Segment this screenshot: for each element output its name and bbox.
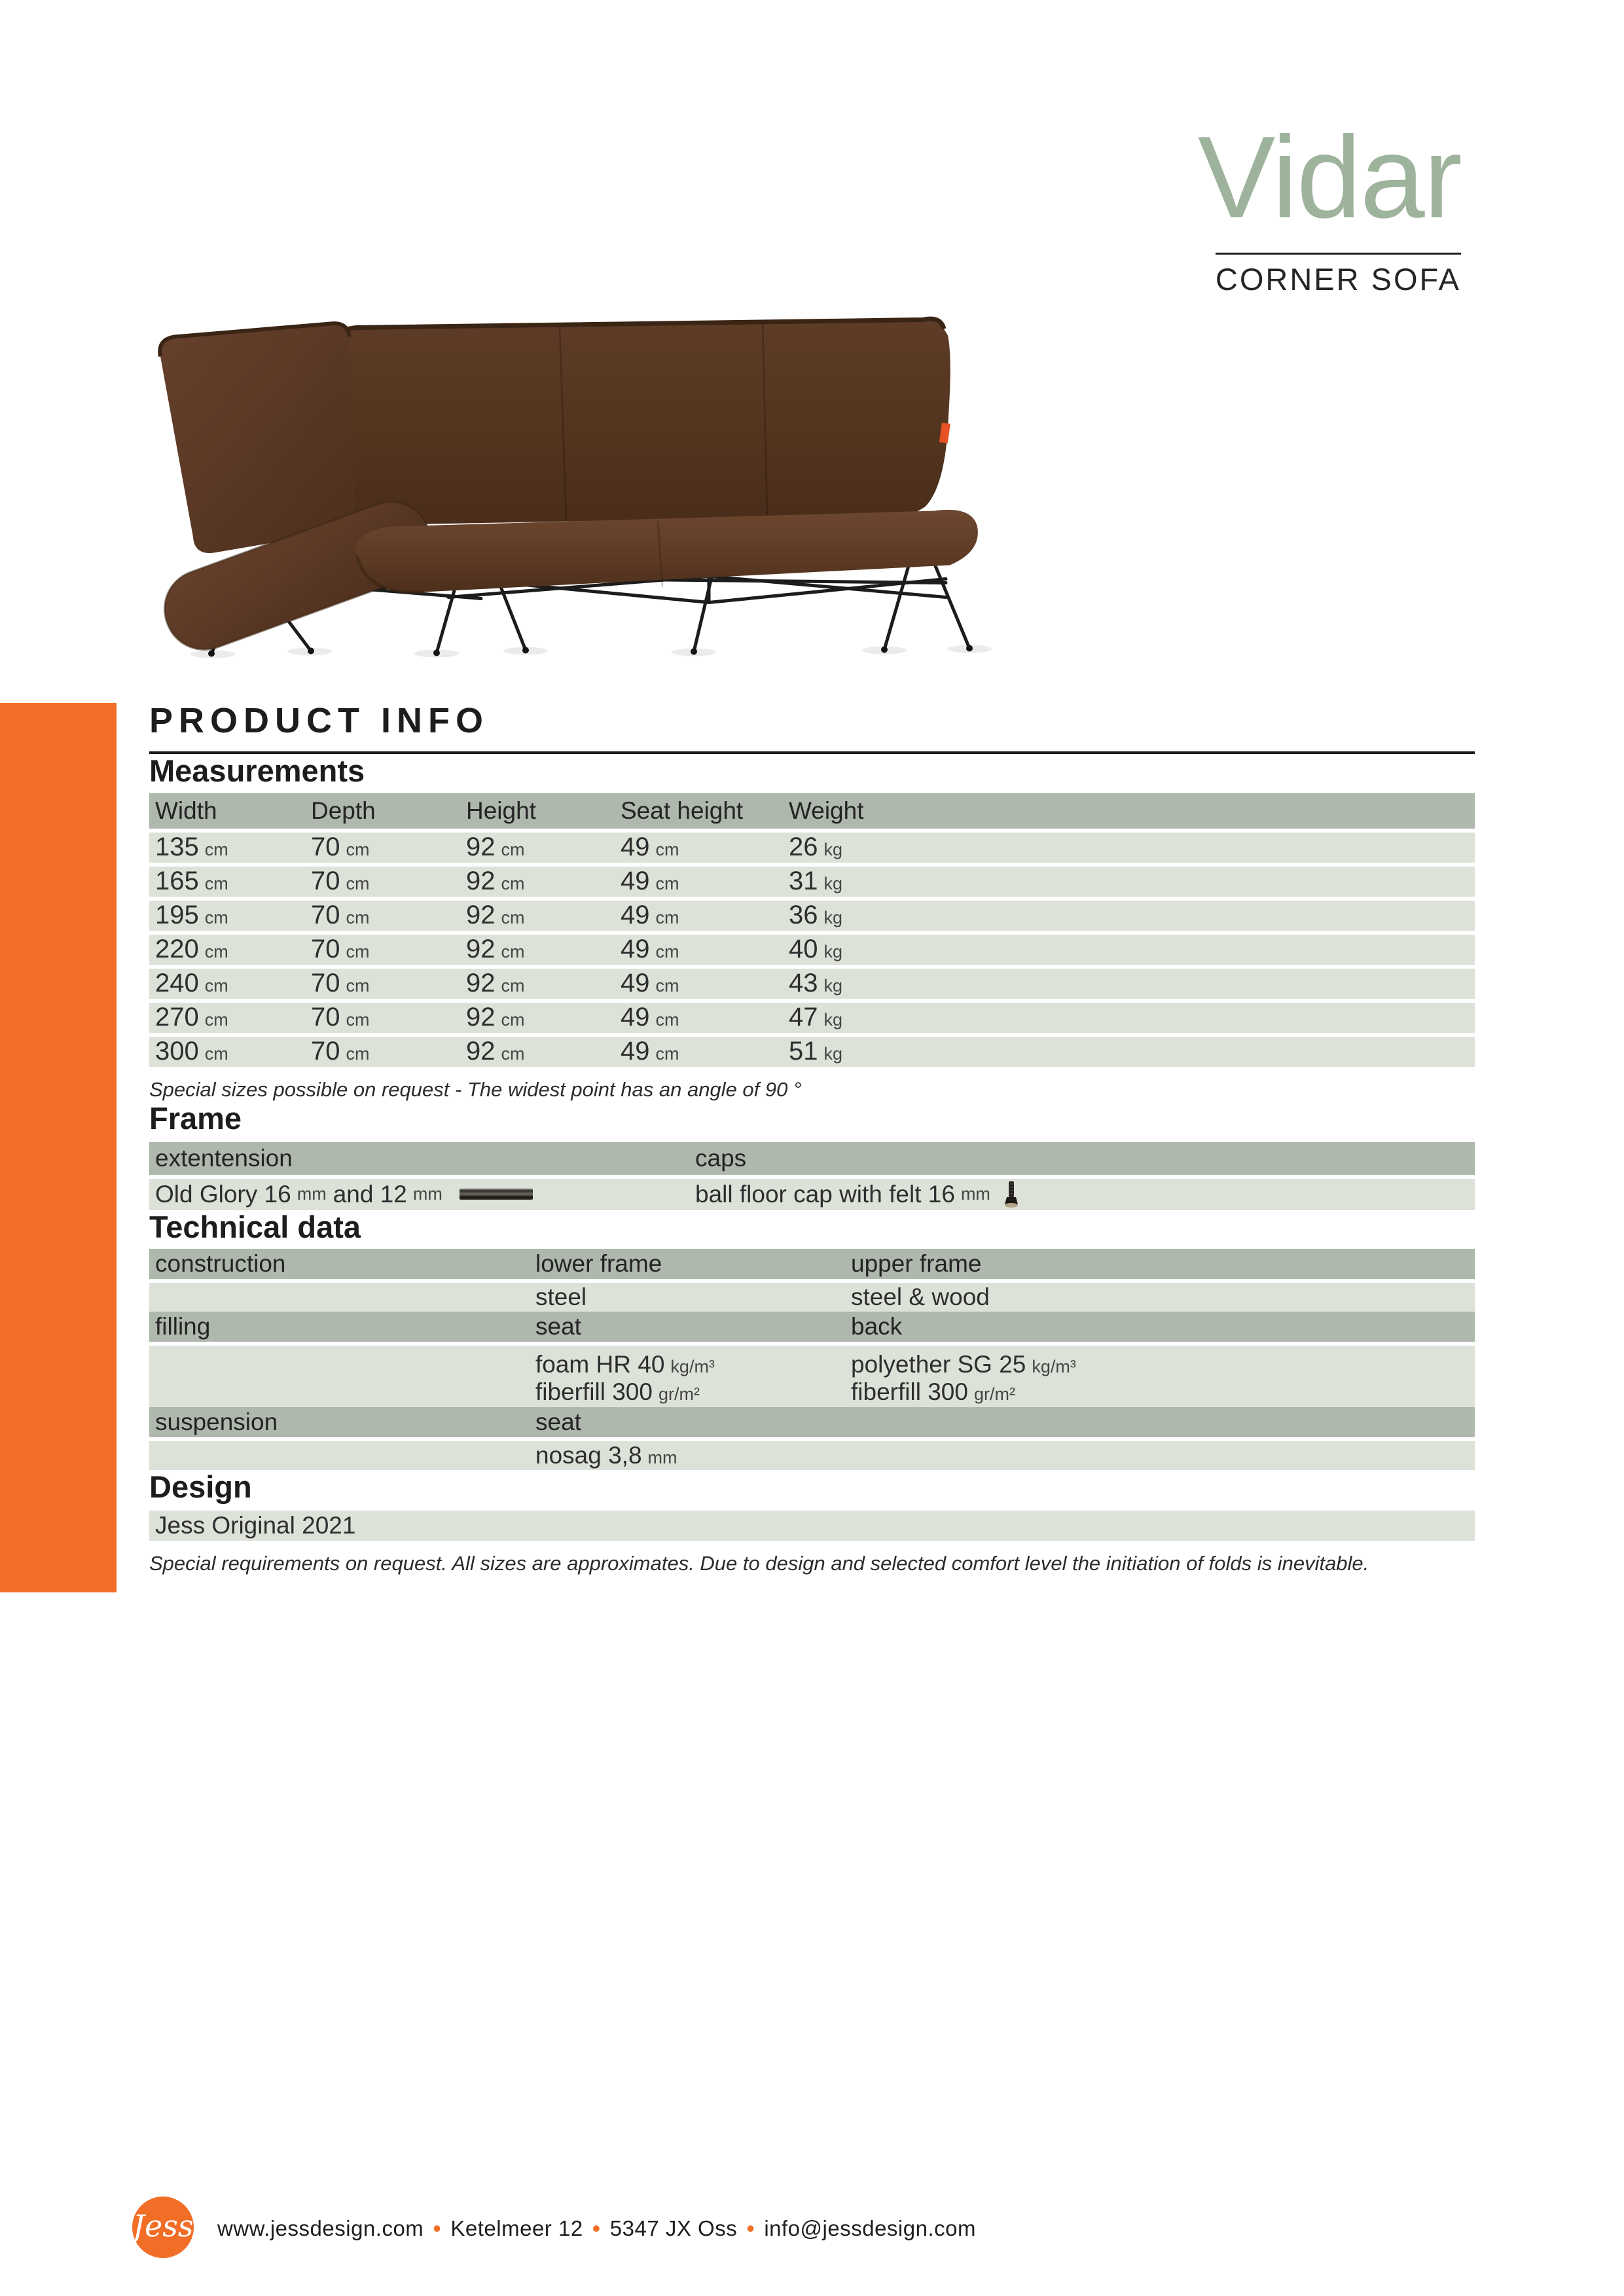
measurement-cell-width: 270 cm — [155, 1003, 228, 1032]
footer-email: info@jessdesign.com — [764, 2216, 976, 2240]
row-label-filling: filling — [155, 1313, 211, 1340]
row-label-suspension: suspension — [155, 1408, 278, 1436]
logo-divider — [1216, 253, 1461, 297]
frame-table — [149, 1142, 1475, 1210]
filling-back-polyether-unit: kg/m³ — [1032, 1357, 1076, 1377]
lower-frame-material: steel — [535, 1283, 587, 1311]
column-header-caps: caps — [695, 1144, 747, 1172]
measurement-row — [149, 833, 1475, 863]
footer-city: 5347 JX Oss — [609, 2216, 738, 2240]
design-heading: Design — [149, 1469, 252, 1505]
extension-unit: mm — [412, 1184, 442, 1204]
jess-logo-text: Jess — [132, 2208, 194, 2244]
filling-seat-foam: foam HR 40 — [535, 1351, 665, 1378]
measurement-cell-weight: 47 kg — [789, 1003, 843, 1032]
frame-data-row — [149, 1179, 1475, 1210]
design-note: Special requirements on request. All sizes are approximates. Due to design and selected comfort level the initiation of folds is inevitable. — [149, 1551, 1369, 1575]
filling-back-fiberfill: fiberfill 300 — [851, 1378, 968, 1406]
footer-separator-dot: • — [433, 2215, 442, 2242]
construction-header-row — [149, 1249, 1475, 1279]
footer-contact-line — [217, 2215, 976, 2242]
orange-accent-bar — [0, 703, 117, 1592]
measurement-cell-weight: 43 kg — [789, 969, 843, 998]
footer-address: Ketelmeer 12 — [450, 2216, 583, 2240]
measurement-cell-seat-height: 49 cm — [621, 833, 679, 862]
frame-heading: Frame — [149, 1100, 242, 1136]
column-header-back: back — [851, 1313, 903, 1340]
caps-text: ball floor cap with felt 16 — [695, 1180, 955, 1208]
filling-back-polyether: polyether SG 25 — [851, 1351, 1026, 1378]
upper-frame-material: steel & wood — [851, 1283, 990, 1311]
measurements-note: Special sizes possible on request - The widest point has an angle of 90 ° — [149, 1077, 802, 1101]
column-header-width: Width — [155, 797, 217, 824]
measurement-cell-weight: 51 kg — [789, 1037, 843, 1066]
measurement-cell-weight: 36 kg — [789, 901, 843, 930]
measurement-cell-width: 135 cm — [155, 833, 228, 862]
product-type: CORNER SOFA — [1215, 262, 1461, 296]
measurement-cell-weight: 40 kg — [789, 935, 843, 964]
suspension-seat-value — [535, 1442, 851, 1469]
ball-floor-cap-icon — [1003, 1181, 1019, 1208]
measurement-cell-weight: 26 kg — [789, 833, 843, 862]
measurement-row — [149, 867, 1475, 897]
design-value: Jess Original 2021 — [155, 1511, 356, 1539]
measurement-cell-seat-height: 49 cm — [621, 1003, 679, 1032]
suspension-data-row — [149, 1441, 1475, 1470]
construction-data-row — [149, 1283, 1475, 1312]
frame-extension-cell — [155, 1181, 695, 1208]
product-name: Vidar — [1197, 112, 1461, 242]
caps-unit: mm — [960, 1184, 990, 1204]
extension-text: Old Glory 16 — [155, 1180, 291, 1208]
measurement-cell-depth: 70 cm — [311, 901, 370, 930]
filling-header-row — [149, 1312, 1475, 1342]
extension-unit: mm — [297, 1184, 327, 1204]
measurement-cell-depth: 70 cm — [311, 969, 370, 998]
filling-back-cell — [851, 1351, 1475, 1406]
brand-logo — [1197, 112, 1461, 297]
measurement-cell-width: 195 cm — [155, 901, 228, 930]
design-data-row — [149, 1511, 1475, 1541]
measurement-cell-seat-height: 49 cm — [621, 969, 679, 998]
measurement-cell-height: 92 cm — [466, 935, 525, 964]
measurements-heading: Measurements — [149, 753, 365, 788]
measurement-cell-width: 165 cm — [155, 867, 228, 896]
filling-data-row — [149, 1346, 1475, 1407]
measurement-cell-height: 92 cm — [466, 1037, 525, 1066]
column-header-seat-height: Seat height — [621, 797, 744, 824]
column-header-weight: Weight — [789, 797, 864, 824]
measurement-row — [149, 901, 1475, 931]
row-label-construction: construction — [155, 1250, 286, 1278]
column-header-seat: seat — [535, 1313, 581, 1340]
footer-separator-dot: • — [746, 2215, 755, 2242]
filling-seat-foam-unit: kg/m³ — [670, 1357, 715, 1377]
measurement-row — [149, 1037, 1475, 1067]
column-header-suspension-seat: seat — [535, 1408, 581, 1436]
measurement-cell-height: 92 cm — [466, 833, 525, 862]
frame-caps-cell — [695, 1181, 1475, 1208]
jess-logo — [132, 2197, 194, 2258]
measurement-cell-height: 92 cm — [466, 1003, 525, 1032]
content-column — [149, 703, 1475, 1575]
footer-separator-dot: • — [592, 2215, 601, 2242]
column-header-depth: Depth — [311, 797, 376, 824]
measurement-cell-seat-height: 49 cm — [621, 901, 679, 930]
technical-table — [149, 1249, 1475, 1470]
suspension-nosag-unit: mm — [647, 1448, 677, 1468]
measurement-cell-height: 92 cm — [466, 867, 525, 896]
measurement-cell-weight: 31 kg — [789, 867, 843, 896]
measurements-rows — [149, 833, 1475, 1067]
column-header-height: Height — [466, 797, 536, 824]
measurement-cell-depth: 70 cm — [311, 1037, 370, 1066]
column-header-lower-frame: lower frame — [535, 1250, 662, 1278]
extension-text: and 12 — [333, 1180, 407, 1208]
footer-website: www.jessdesign.com — [217, 2216, 424, 2240]
measurement-cell-width: 240 cm — [155, 969, 228, 998]
measurements-table — [149, 793, 1475, 1067]
measurement-cell-width: 220 cm — [155, 935, 228, 964]
measurement-cell-seat-height: 49 cm — [621, 1037, 679, 1066]
measurement-cell-height: 92 cm — [466, 969, 525, 998]
measurement-cell-depth: 70 cm — [311, 867, 370, 896]
measurement-cell-depth: 70 cm — [311, 833, 370, 862]
back-cushion — [337, 319, 950, 526]
filling-seat-cell — [535, 1351, 851, 1406]
suspension-nosag: nosag 3,8 — [535, 1442, 642, 1469]
filling-back-fiberfill-unit: gr/m² — [973, 1384, 1015, 1405]
filling-seat-fiberfill: fiberfill 300 — [535, 1378, 653, 1406]
measurement-cell-depth: 70 cm — [311, 1003, 370, 1032]
technical-heading: Technical data — [149, 1209, 361, 1244]
measurement-row — [149, 969, 1475, 999]
frame-header-row — [149, 1142, 1475, 1175]
measurement-cell-width: 300 cm — [155, 1037, 228, 1066]
measurement-cell-seat-height: 49 cm — [621, 935, 679, 964]
measurement-cell-depth: 70 cm — [311, 935, 370, 964]
product-photo-corner-sofa — [141, 293, 1018, 660]
extension-tube-icon — [460, 1189, 533, 1200]
column-header-extension: extentension — [155, 1144, 293, 1172]
suspension-header-row — [149, 1407, 1475, 1437]
measurement-row — [149, 935, 1475, 965]
measurements-header-row — [149, 793, 1475, 829]
measurement-cell-seat-height: 49 cm — [621, 867, 679, 896]
filling-seat-fiberfill-unit: gr/m² — [658, 1384, 700, 1405]
column-header-upper-frame: upper frame — [851, 1250, 982, 1278]
measurement-row — [149, 1003, 1475, 1033]
left-back-cushion — [160, 323, 355, 553]
measurement-cell-height: 92 cm — [466, 901, 525, 930]
page-title: PRODUCT INFO — [149, 703, 1475, 754]
